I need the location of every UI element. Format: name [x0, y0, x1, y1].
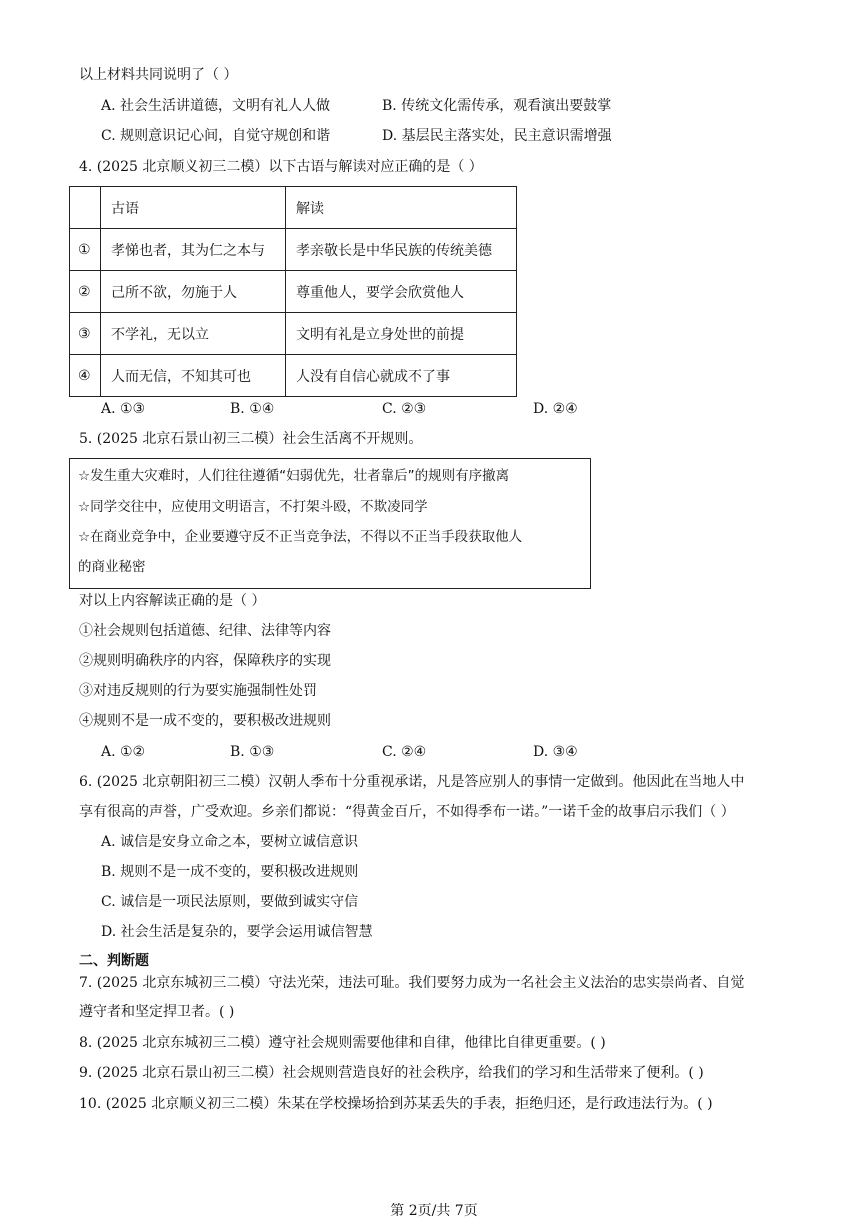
q5-option-d: D. ③④	[533, 744, 578, 760]
q4-table	[69, 186, 517, 397]
q7-line: 7. (2025 北京东城初三二模）守法光荣，违法可耻。我们要努力成为一名社会主义法治的忠实崇尚者、自觉	[79, 975, 745, 991]
q5-item: ③对违反规则的行为要实施强制性处罚	[79, 683, 317, 699]
table-cell: ③	[70, 313, 101, 355]
q4-option-b: B. ①④	[230, 401, 275, 417]
table-header-interpret: 解读	[286, 187, 517, 229]
table-cell: 文明有礼是立身处世的前提	[286, 313, 517, 355]
q5-material-box	[69, 458, 591, 589]
table-cell	[70, 187, 101, 229]
table-cell: ①	[70, 229, 101, 271]
table-cell: 不学礼，无以立	[101, 313, 286, 355]
table-cell: 孝亲敬长是中华民族的传统美德	[286, 229, 517, 271]
q5-item: ①社会规则包括道德、纪律、法律等内容	[79, 623, 331, 639]
q3-option-c: C. 规则意识记心间，自觉守规创和谐	[101, 128, 331, 144]
table-row	[70, 187, 517, 229]
table-cell: 人而无信，不知其可也	[101, 355, 286, 397]
q6-line: 享有很高的声誉，广受欢迎。乡亲们都说：“得黄金百斤，不如得季布一诺。”一诺千金的故事启示我们（ ）	[79, 804, 735, 820]
q6-option-a: A. 诚信是安身立命之本，要树立诚信意识	[101, 834, 359, 850]
q3-option-a: A. 社会生活讲道德，文明有礼人人做	[101, 98, 331, 114]
q8-line: 8. (2025 北京东城初三二模）遵守社会规则需要他律和自律，他律比自律更重要。( )	[79, 1035, 606, 1051]
material-line: ☆发生重大灾难时，人们往往遵循“妇弱优先，壮者靠后”的规则有序撤离	[78, 468, 510, 484]
q7-line: 遵守者和坚定捍卫者。( )	[79, 1004, 235, 1020]
table-cell: ④	[70, 355, 101, 397]
q10-line: 10. (2025 北京顺义初三二模）朱某在学校操场拾到苏某丢失的手表，拒绝归还，是行政违法行为。( )	[79, 1096, 713, 1112]
q6-line: 6. (2025 北京朝阳初三二模）汉朝人季布十分重视承诺，凡是答应别人的事情一定做到。他因此在当地人中	[79, 774, 745, 790]
table-cell: 尊重他人，要学会欣赏他人	[286, 271, 517, 313]
material-line: 的商业秘密	[78, 559, 146, 575]
q6-option-d: D. 社会生活是复杂的，要学会运用诚信智慧	[101, 924, 373, 940]
q9-line: 9. (2025 北京石景山初三二模）社会规则营造良好的社会秩序，给我们的学习和生活带来了便利。( )	[79, 1065, 704, 1081]
q6-option-c: C. 诚信是一项民法原则，要做到诚实守信	[101, 894, 359, 910]
q3-stem: 以上材料共同说明了（ ）	[79, 67, 238, 83]
table-row	[70, 355, 517, 397]
table-cell: 人没有自信心就成不了事	[286, 355, 517, 397]
q5-option-a: A. ①②	[101, 744, 146, 760]
material-line: ☆在商业竞争中，企业要遵守反不正当竞争法，不得以不正当手段获取他人	[78, 529, 523, 545]
q3-option-b: B. 传统文化需传承，观看演出要鼓掌	[382, 98, 612, 114]
table-row	[70, 313, 517, 355]
q5-option-c: C. ②④	[382, 744, 427, 760]
q4-stem: 4. (2025 北京顺义初三二模）以下古语与解读对应正确的是（ ）	[79, 159, 483, 175]
q5-item: ②规则明确秩序的内容，保障秩序的实现	[79, 653, 331, 669]
q3-option-d: D. 基层民主落实处，民主意识需增强	[382, 128, 612, 144]
q5-stem: 5. (2025 北京石景山初三二模）社会生活离不开规则。	[79, 431, 423, 447]
q4-option-d: D. ②④	[533, 401, 578, 417]
q5-option-b: B. ①③	[230, 744, 275, 760]
table-cell: 孝悌也者，其为仁之本与	[101, 229, 286, 271]
table-row	[70, 229, 517, 271]
table-row	[70, 271, 517, 313]
table-cell: 己所不欲，勿施于人	[101, 271, 286, 313]
q5-ask: 对以上内容解读正确的是（ ）	[79, 593, 266, 609]
q6-option-b: B. 规则不是一成不变的，要积极改进规则	[101, 864, 359, 880]
q4-option-a: A. ①③	[101, 401, 146, 417]
section-title: 二、判断题	[79, 953, 149, 969]
q4-option-c: C. ②③	[382, 401, 427, 417]
page-number: 第 2页/共 7页	[390, 1203, 478, 1219]
table-header-ancient: 古语	[101, 187, 286, 229]
table-cell: ②	[70, 271, 101, 313]
q5-item: ④规则不是一成不变的，要积极改进规则	[79, 713, 331, 729]
material-line: ☆同学交往中，应使用文明语言，不打架斗殴，不欺凌同学	[78, 499, 428, 515]
